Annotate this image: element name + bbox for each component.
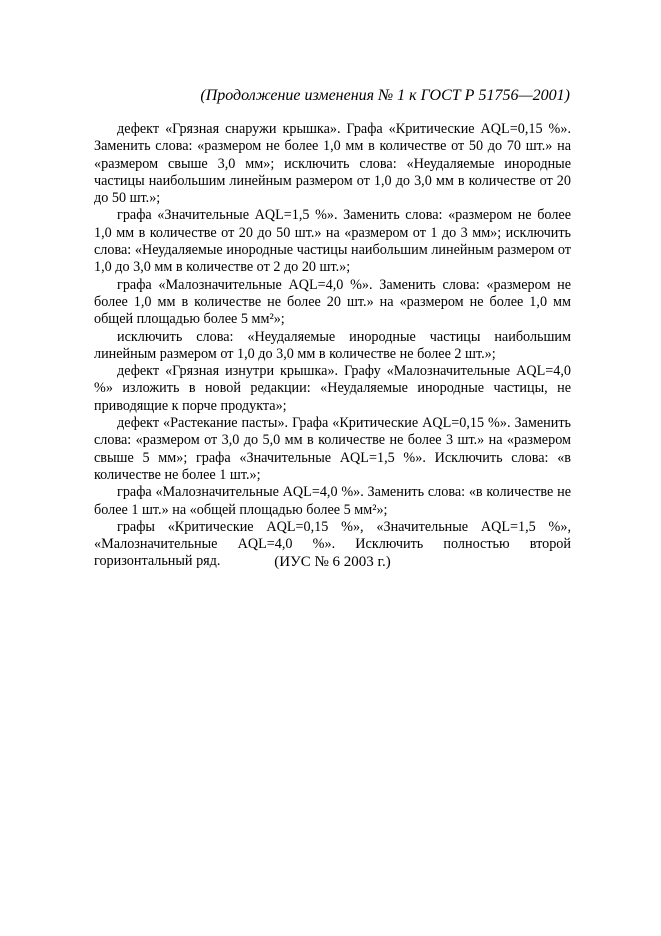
paragraph-exclude-words: исключить слова: «Неудаляемые инородные частицы наибольшим линейным размером от 1,0 до 3,0 мм в количестве не более 2 шт.»; xyxy=(94,328,571,362)
paragraph-significant-aql: графа «Значительные AQL=1,5 %». Заменить слова: «размером не более 1,0 мм в количестве от 20 до 50 шт.» на «размером от 1 до 3 мм»; исключить слова: «Неудаляемые инородные частицы наибольшим линейным размером от 1,0 до 3,0 мм в количестве от 2 до 20 шт.»; xyxy=(94,207,571,276)
paragraph-minor-aql-area: графа «Малозначительные AQL=4,0 %». Заменить слова: «в количестве не более 1 шт.» на «общей площадью более 5 мм²»; xyxy=(94,484,571,518)
continuation-header: (Продолжение изменения № 1 к ГОСТ Р 51756—2001) xyxy=(200,87,570,104)
amendment-body xyxy=(94,121,571,571)
paragraph-paste-spreading: дефект «Растекание пасты». Графа «Критические AQL=0,15 %». Заменить слова: «размером от 3,0 до 5,0 мм в количестве не более 3 шт.» на «размером свыше 5 мм»; графа «Значительные AQL=1,5 %». Исключить слова: «в количестве не более 1 шт.»; xyxy=(94,415,571,483)
ius-reference: (ИУС № 6 2003 г.) xyxy=(274,554,391,570)
paragraph-dirty-inside-lid: дефект «Грязная изнутри крышка». Графу «Малозначительные AQL=4,0 %» изложить в новой редакции: «Неудаляемые инородные частицы, не приводящие к порче продукта»; xyxy=(94,363,571,414)
paragraph-minor-aql: графа «Малозначительные AQL=4,0 %». Заменить слова: «размером не более 1,0 мм в количестве не более 20 шт.» на «размером не более 1,0 мм общей площадью более 5 мм²»; xyxy=(94,276,571,328)
paragraph-exclude-row: графы «Критические AQL=0,15 %», «Значительные AQL=1,5 %», «Малозначительные AQL=4,0 %». Исключить полностью второй горизонтальный ряд. xyxy=(94,518,571,570)
paragraph-dirty-outside-lid: дефект «Грязная снаружи крышка». Графа «Критические AQL=0,15 %». Заменить слова: «размером не более 1,0 мм в количестве от 50 до 70 шт.» на «размером свыше 3,0 мм»; исключить слова: «Неудаляемые инородные частицы наибольшим линейным размером от 1,0 до 3,0 мм в количестве от 20 до 50 шт.»; xyxy=(94,121,571,207)
